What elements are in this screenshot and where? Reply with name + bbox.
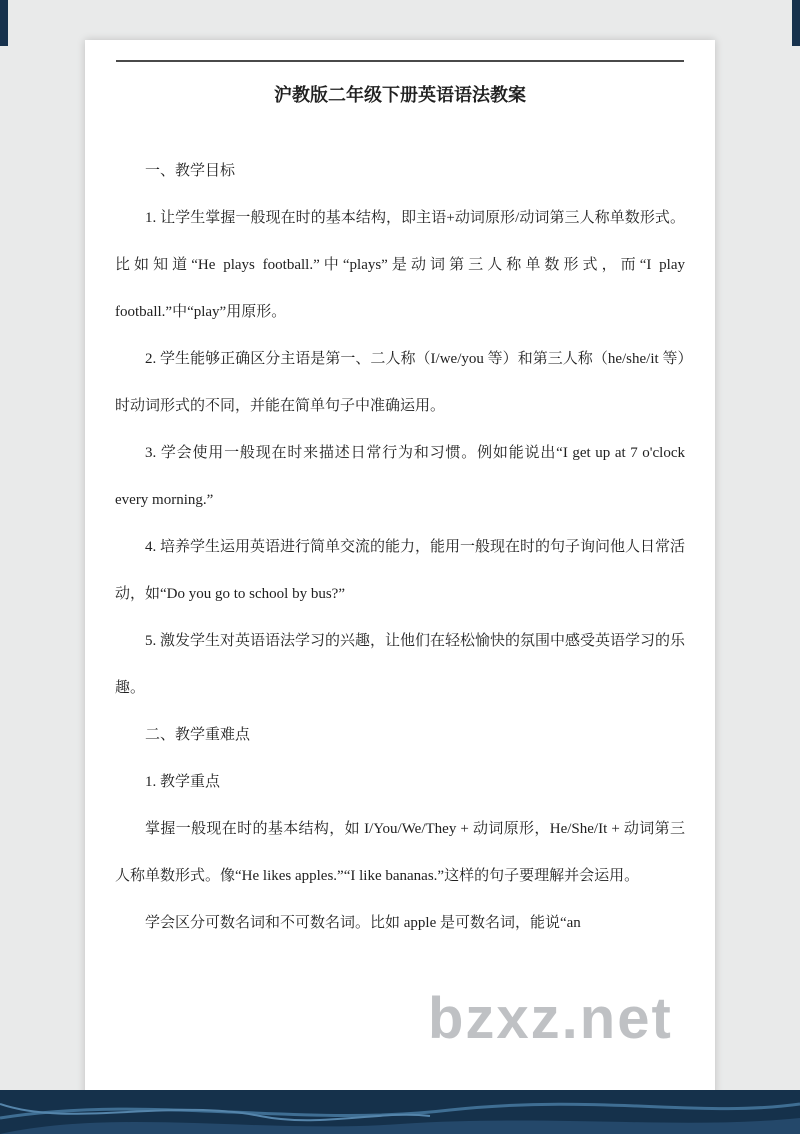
section-heading: 二、教学重难点 — [145, 727, 251, 743]
background-edge-right — [792, 0, 800, 46]
section-heading: 一、教学目标 — [145, 163, 236, 179]
watermark: bzxz.net — [428, 986, 673, 1051]
paragraph: 4. 培养学生运用英语进行简单交流的能力，能用一般现在时的句子询问他人日常活动，如“Do you go to school by bus?” — [115, 539, 686, 602]
subsection-heading: 1. 教学重点 — [145, 774, 221, 790]
paragraph: 学会区分可数名词和不可数名词。比如 apple 是可数名词，能说“an — [145, 915, 581, 931]
paragraph: 掌握一般现在时的基本结构，如 I/You/We/They + 动词原形，He/She/It + 动词第三人称单数形式。像“He likes apples.”“I like bananas.”这样的句子要理解并会运用。 — [115, 821, 685, 884]
header-rule — [116, 60, 684, 62]
document-body — [115, 148, 685, 947]
wave-decoration — [0, 1090, 800, 1134]
background-edge-left — [0, 0, 8, 46]
paragraph: 2. 学生能够正确区分主语是第一、二人称（I/we/you 等）和第三人称（he/she/it 等）时动词形式的不同，并能在简单句子中准确运用。 — [115, 351, 685, 414]
paragraph: 1. 让学生掌握一般现在时的基本结构，即主语+动词原形/动词第三人称单数形式。比如知道“He plays football.”中“plays”是动词第三人称单数形式，而“I play football.”中“play”用原形。 — [115, 210, 685, 320]
paragraph: 5. 激发学生对英语语法学习的兴趣，让他们在轻松愉快的氛围中感受英语学习的乐趣。 — [115, 633, 686, 696]
document-page — [85, 40, 715, 1134]
paragraph: 3. 学会使用一般现在时来描述日常行为和习惯。例如能说出“I get up at 7 o'clock every morning.” — [115, 445, 685, 508]
document-title: 沪教版二年级下册英语语法教案 — [274, 85, 526, 105]
